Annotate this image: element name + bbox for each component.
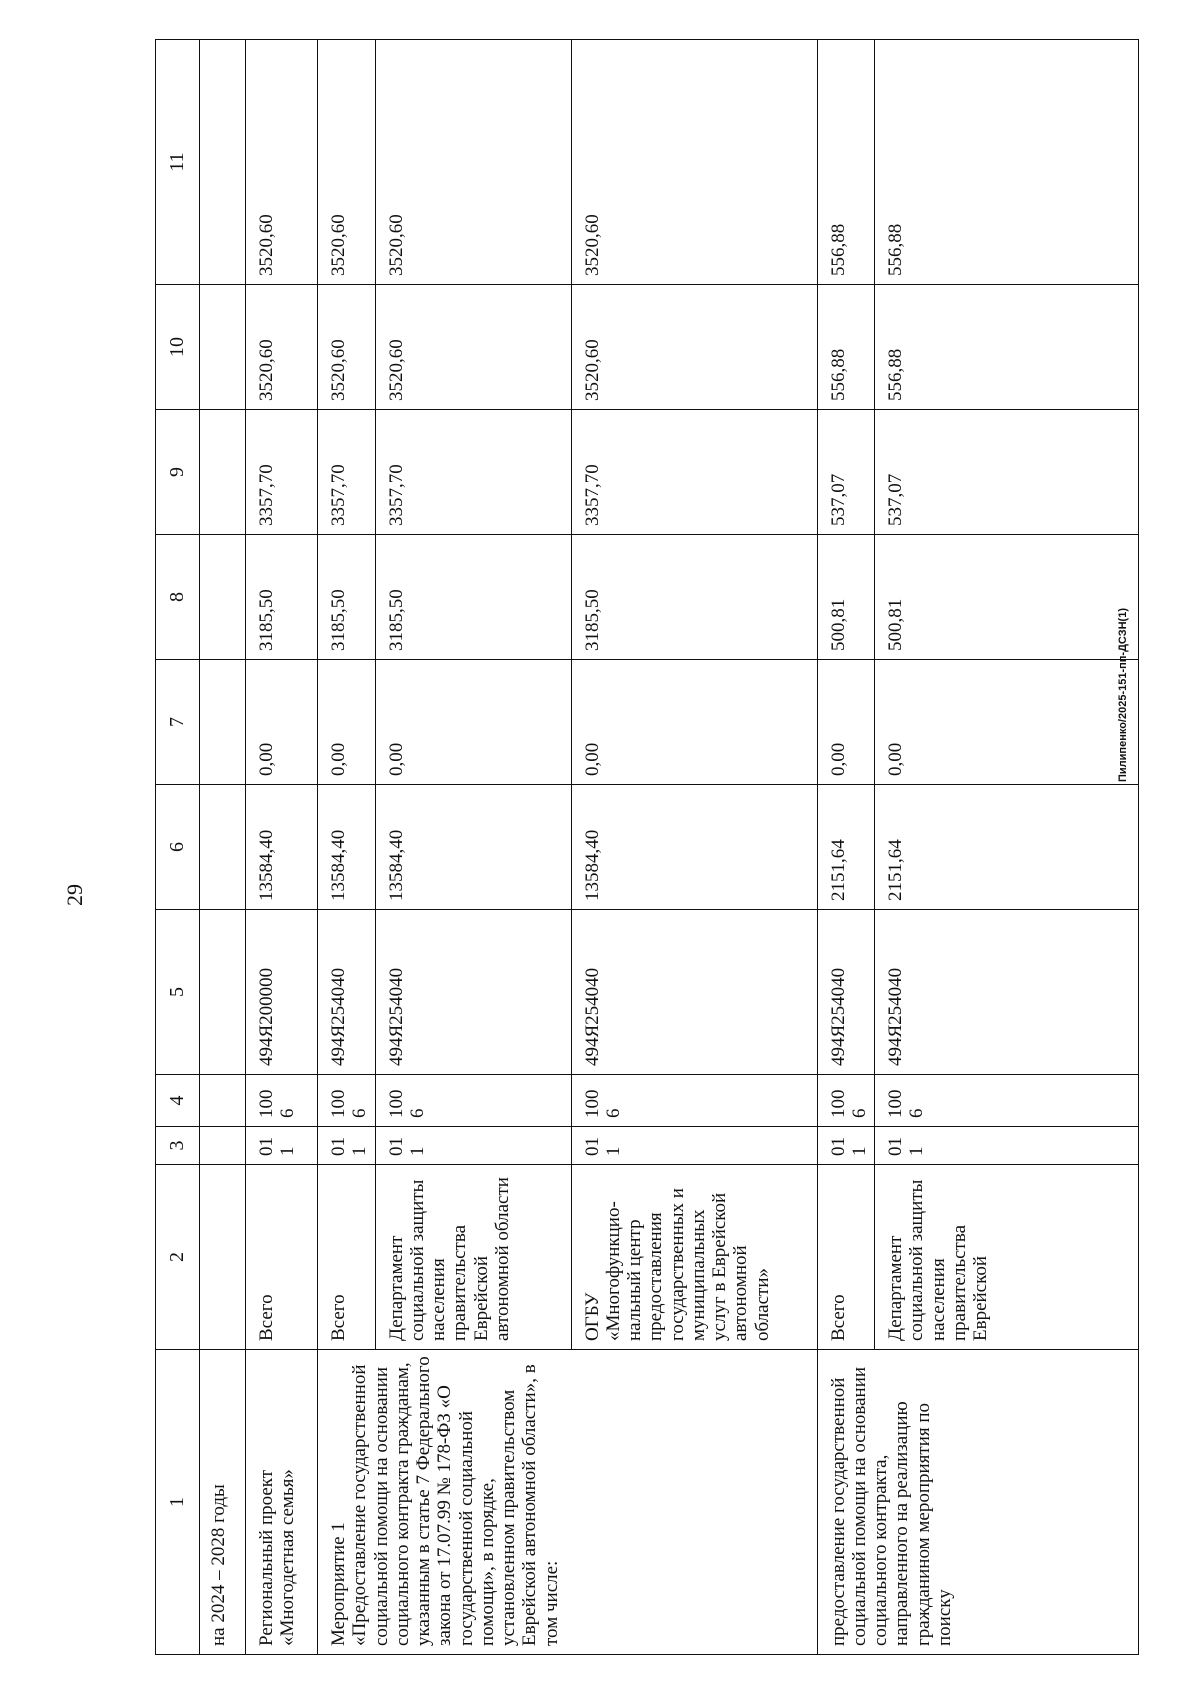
row-label: предоставление государственной социальной помощи на основании социального контракта, направленного на реализацию гражданином мероприятия по поиску [817, 1350, 1139, 1655]
cell-c10: 3520,60 [318, 285, 376, 410]
cell-c7: 0,00 [875, 660, 1139, 785]
cell-c11: 3520,60 [571, 40, 817, 285]
cell-c6: 13584,40 [571, 785, 817, 910]
cell-c11: 556,88 [875, 40, 1139, 285]
column-header: 7 [156, 660, 200, 785]
row-label: Мероприятие 1 «Предоставление государственной социальной помощи на основании социального контракта гражданам, указанным в статье 7 Федерального закона от 17.07.99 № 178-ФЗ «О государственной социальной помощи», в порядке, установленном правительством Еврейской автономной области», в том числе: [318, 1350, 818, 1655]
column-number-row [156, 40, 200, 1655]
cell-c5: 494Я254040 [375, 910, 571, 1075]
column-header: 9 [156, 410, 200, 535]
cell-executor: Всего [318, 1165, 376, 1350]
cell-c8: 3185,50 [375, 535, 571, 660]
cell-c8: 3185,50 [246, 535, 318, 660]
cell-c5: 494Я200000 [246, 910, 318, 1075]
page-number: 29 [62, 884, 87, 906]
period-cell: на 2024 – 2028 годы [200, 1350, 246, 1655]
cell-c4: 1006 [571, 1075, 817, 1127]
cell-c6: 2151,64 [817, 785, 875, 910]
cell-c9: 3357,70 [318, 410, 376, 535]
cell-c9: 3357,70 [375, 410, 571, 535]
cell-c5: 494Я254040 [875, 910, 1139, 1075]
column-header: 10 [156, 285, 200, 410]
cell-c9: 3357,70 [571, 410, 817, 535]
budget-table [155, 39, 1139, 1655]
column-header: 11 [156, 40, 200, 285]
cell-c9: 3357,70 [246, 410, 318, 535]
cell-c10: 3520,60 [375, 285, 571, 410]
cell-c6: 13584,40 [375, 785, 571, 910]
cell-c7: 0,00 [318, 660, 376, 785]
cell-c3: 011 [246, 1127, 318, 1165]
cell-c3: 011 [817, 1127, 875, 1165]
cell-executor: Департамент социальной защиты населения правительства Еврейской [875, 1165, 1139, 1350]
cell-c6: 2151,64 [875, 785, 1139, 910]
cell-c7: 0,00 [246, 660, 318, 785]
cell-c11: 3520,60 [375, 40, 571, 285]
cell-executor: Департамент социальной защиты населения правительства Еврейской автономной области [375, 1165, 571, 1350]
cell-executor: Всего [817, 1165, 875, 1350]
document-code-text: Пилипенко/2025-151-пп-ДСЗН(1) [1117, 608, 1129, 782]
column-header: 8 [156, 535, 200, 660]
cell-c5: 494Я254040 [318, 910, 376, 1075]
cell-c10: 3520,60 [246, 285, 318, 410]
cell-c10: 3520,60 [571, 285, 817, 410]
cell-c3: 011 [875, 1127, 1139, 1165]
cell-c7: 0,00 [571, 660, 817, 785]
column-header: 4 [156, 1075, 200, 1127]
cell-c4: 1006 [817, 1075, 875, 1127]
row-label: Региональный проект «Многодетная семья» [246, 1350, 318, 1655]
cell-c4: 1006 [375, 1075, 571, 1127]
cell-c9: 537,07 [817, 410, 875, 535]
cell-c8: 3185,50 [318, 535, 376, 660]
budget-table-container [155, 40, 1095, 1655]
cell-executor: Всего [246, 1165, 318, 1350]
column-header: 6 [156, 785, 200, 910]
cell-c4: 1006 [318, 1075, 376, 1127]
cell-c3: 011 [571, 1127, 817, 1165]
column-header: 2 [156, 1165, 200, 1350]
cell-c7: 0,00 [375, 660, 571, 785]
table-row [246, 40, 318, 1655]
table-row [817, 40, 875, 1655]
column-header: 5 [156, 910, 200, 1075]
cell-c7: 0,00 [817, 660, 875, 785]
cell-c11: 556,88 [817, 40, 875, 285]
cell-c8: 500,81 [817, 535, 875, 660]
cell-c6: 13584,40 [246, 785, 318, 910]
cell-c10: 556,88 [817, 285, 875, 410]
cell-c5: 494Я254040 [817, 910, 875, 1075]
cell-c6: 13584,40 [318, 785, 376, 910]
cell-c3: 011 [318, 1127, 376, 1165]
cell-c4: 1006 [246, 1075, 318, 1127]
column-header: 1 [156, 1350, 200, 1655]
cell-c8: 500,81 [875, 535, 1139, 660]
table-row [318, 40, 376, 1655]
cell-c10: 556,88 [875, 285, 1139, 410]
cell-c11: 3520,60 [318, 40, 376, 285]
period-row [200, 40, 246, 1655]
cell-c9: 537,07 [875, 410, 1139, 535]
cell-c3: 011 [375, 1127, 571, 1165]
cell-executor: ОГБУ «Многофункцио-нальный центр предоставления государственных и муниципальных услуг в Еврейской автономной области» [571, 1165, 817, 1350]
column-header: 3 [156, 1127, 200, 1165]
cell-c4: 1006 [875, 1075, 1139, 1127]
cell-c5: 494Я254040 [571, 910, 817, 1075]
cell-c8: 3185,50 [571, 535, 817, 660]
cell-c11: 3520,60 [246, 40, 318, 285]
